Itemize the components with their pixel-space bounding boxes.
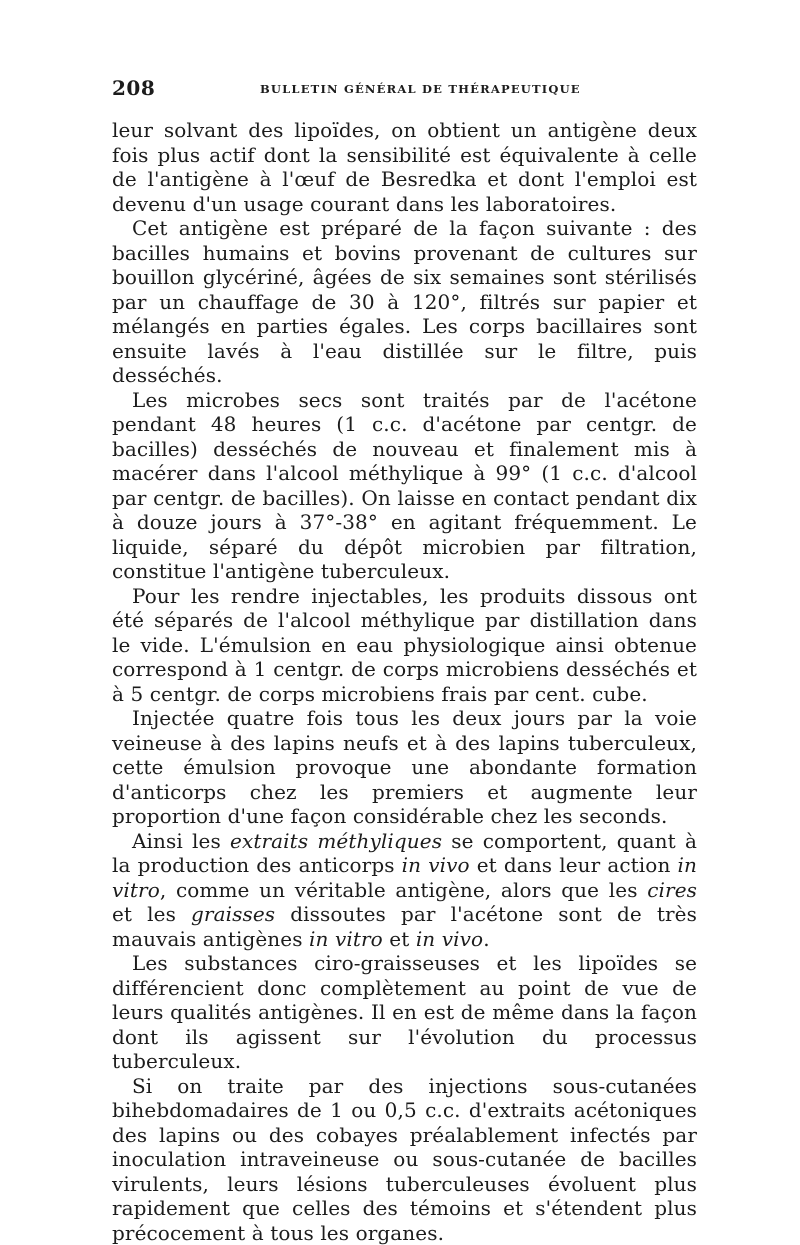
running-title: BULLETIN GÉNÉRAL DE THÉRAPEUTIQUE (260, 82, 581, 96)
paragraph-6-text: , comme un véritable antigène, alors que les (160, 878, 647, 902)
paragraph-1: leur solvant des lipoïdes, on obtient un antigène deux fois plus actif dont la sensibilité est équivalente à celle de l'antigène à l'œuf de Besredka et dont l'emploi est devenu d'un usage courant dans les laboratoires. (112, 118, 697, 216)
paragraph-6-text: dissoutes par l'acétone sont de très mauvais antigènes (112, 902, 697, 951)
italic-term: in vivo (402, 853, 470, 877)
paragraph-6-text: Ainsi les (132, 829, 230, 853)
italic-term: graisses (191, 902, 275, 926)
paragraph-6-text: . (483, 927, 489, 951)
italic-term: in vivo (416, 927, 483, 951)
italic-term: in vitro (309, 927, 383, 951)
italic-term: extraits méthyliques (230, 829, 442, 853)
page-header (112, 76, 697, 100)
italic-term: in vitro (112, 853, 697, 902)
paragraph-6-text: et dans leur action (470, 853, 678, 877)
paragraph-4: Pour les rendre injectables, les produits dissous ont été séparés de l'alcool méthylique par distillation dans le vide. L'émulsion en eau physiologique ainsi obtenue correspond à 1 centgr. de corps microbiens desséchés et à 5 centgr. de corps microbiens frais par cent. cube. (112, 584, 697, 707)
paragraph-7: Les substances ciro-graisseuses et les lipoïdes se différencient donc complètement au point de vue de leurs qualités antigènes. Il en est de même dans la façon dont ils agissent sur l'évolution du processus tuberculeux. (112, 951, 697, 1074)
paragraph-5: Injectée quatre fois tous les deux jours par la voie veineuse à des lapins neufs et à des lapins tuberculeux, cette émulsion provoque une abondante formation d'anticorps chez les premiers et augmente leur proportion d'une façon considérable chez les seconds. (112, 706, 697, 829)
paragraph-8: Si on traite par des injections sous-cutanées bihebdomadaires de 1 ou 0,5 c.c. d'extraits acétoniques des lapins ou des cobayes préalablement infectés par inoculation intraveineuse ou sous-cutanée de bacilles virulents, leurs lésions tuberculeuses évoluent plus rapidement que celles des témoins et s'étendent plus précocement à tous les organes. (112, 1074, 697, 1245)
paragraph-2: Cet antigène est préparé de la façon suivante : des bacilles humains et bovins provenant de cultures sur bouillon glycériné, âgées de six semaines sont stérilisés par un chauffage de 30 à 120°, filtrés sur papier et mélangés en parties égales. Les corps bacillaires sont ensuite lavés à l'eau distillée sur le filtre, puis desséchés. (112, 216, 697, 388)
paragraph-6-text: et (383, 927, 416, 951)
paragraph-6-text: et les (112, 902, 191, 926)
paragraph-6 (112, 829, 697, 952)
body-text (112, 118, 697, 1245)
italic-term: cires (647, 878, 697, 902)
paragraph-6-text: se comportent, quant à la production des anticorps (112, 829, 697, 878)
paragraph-3: Les microbes secs sont traités par de l'acétone pendant 48 heures (1 c.c. d'acétone par centgr. de bacilles) desséchés de nouveau et finalement mis à macérer dans l'alcool méthylique à 99° (1 c.c. d'alcool par centgr. de bacilles). On laisse en contact pendant dix à douze jours à 37°-38° en agitant fréquemment. Le liquide, séparé du dépôt microbien par filtration, constitue l'antigène tuberculeux. (112, 388, 697, 584)
page-number: 208 (112, 76, 155, 100)
